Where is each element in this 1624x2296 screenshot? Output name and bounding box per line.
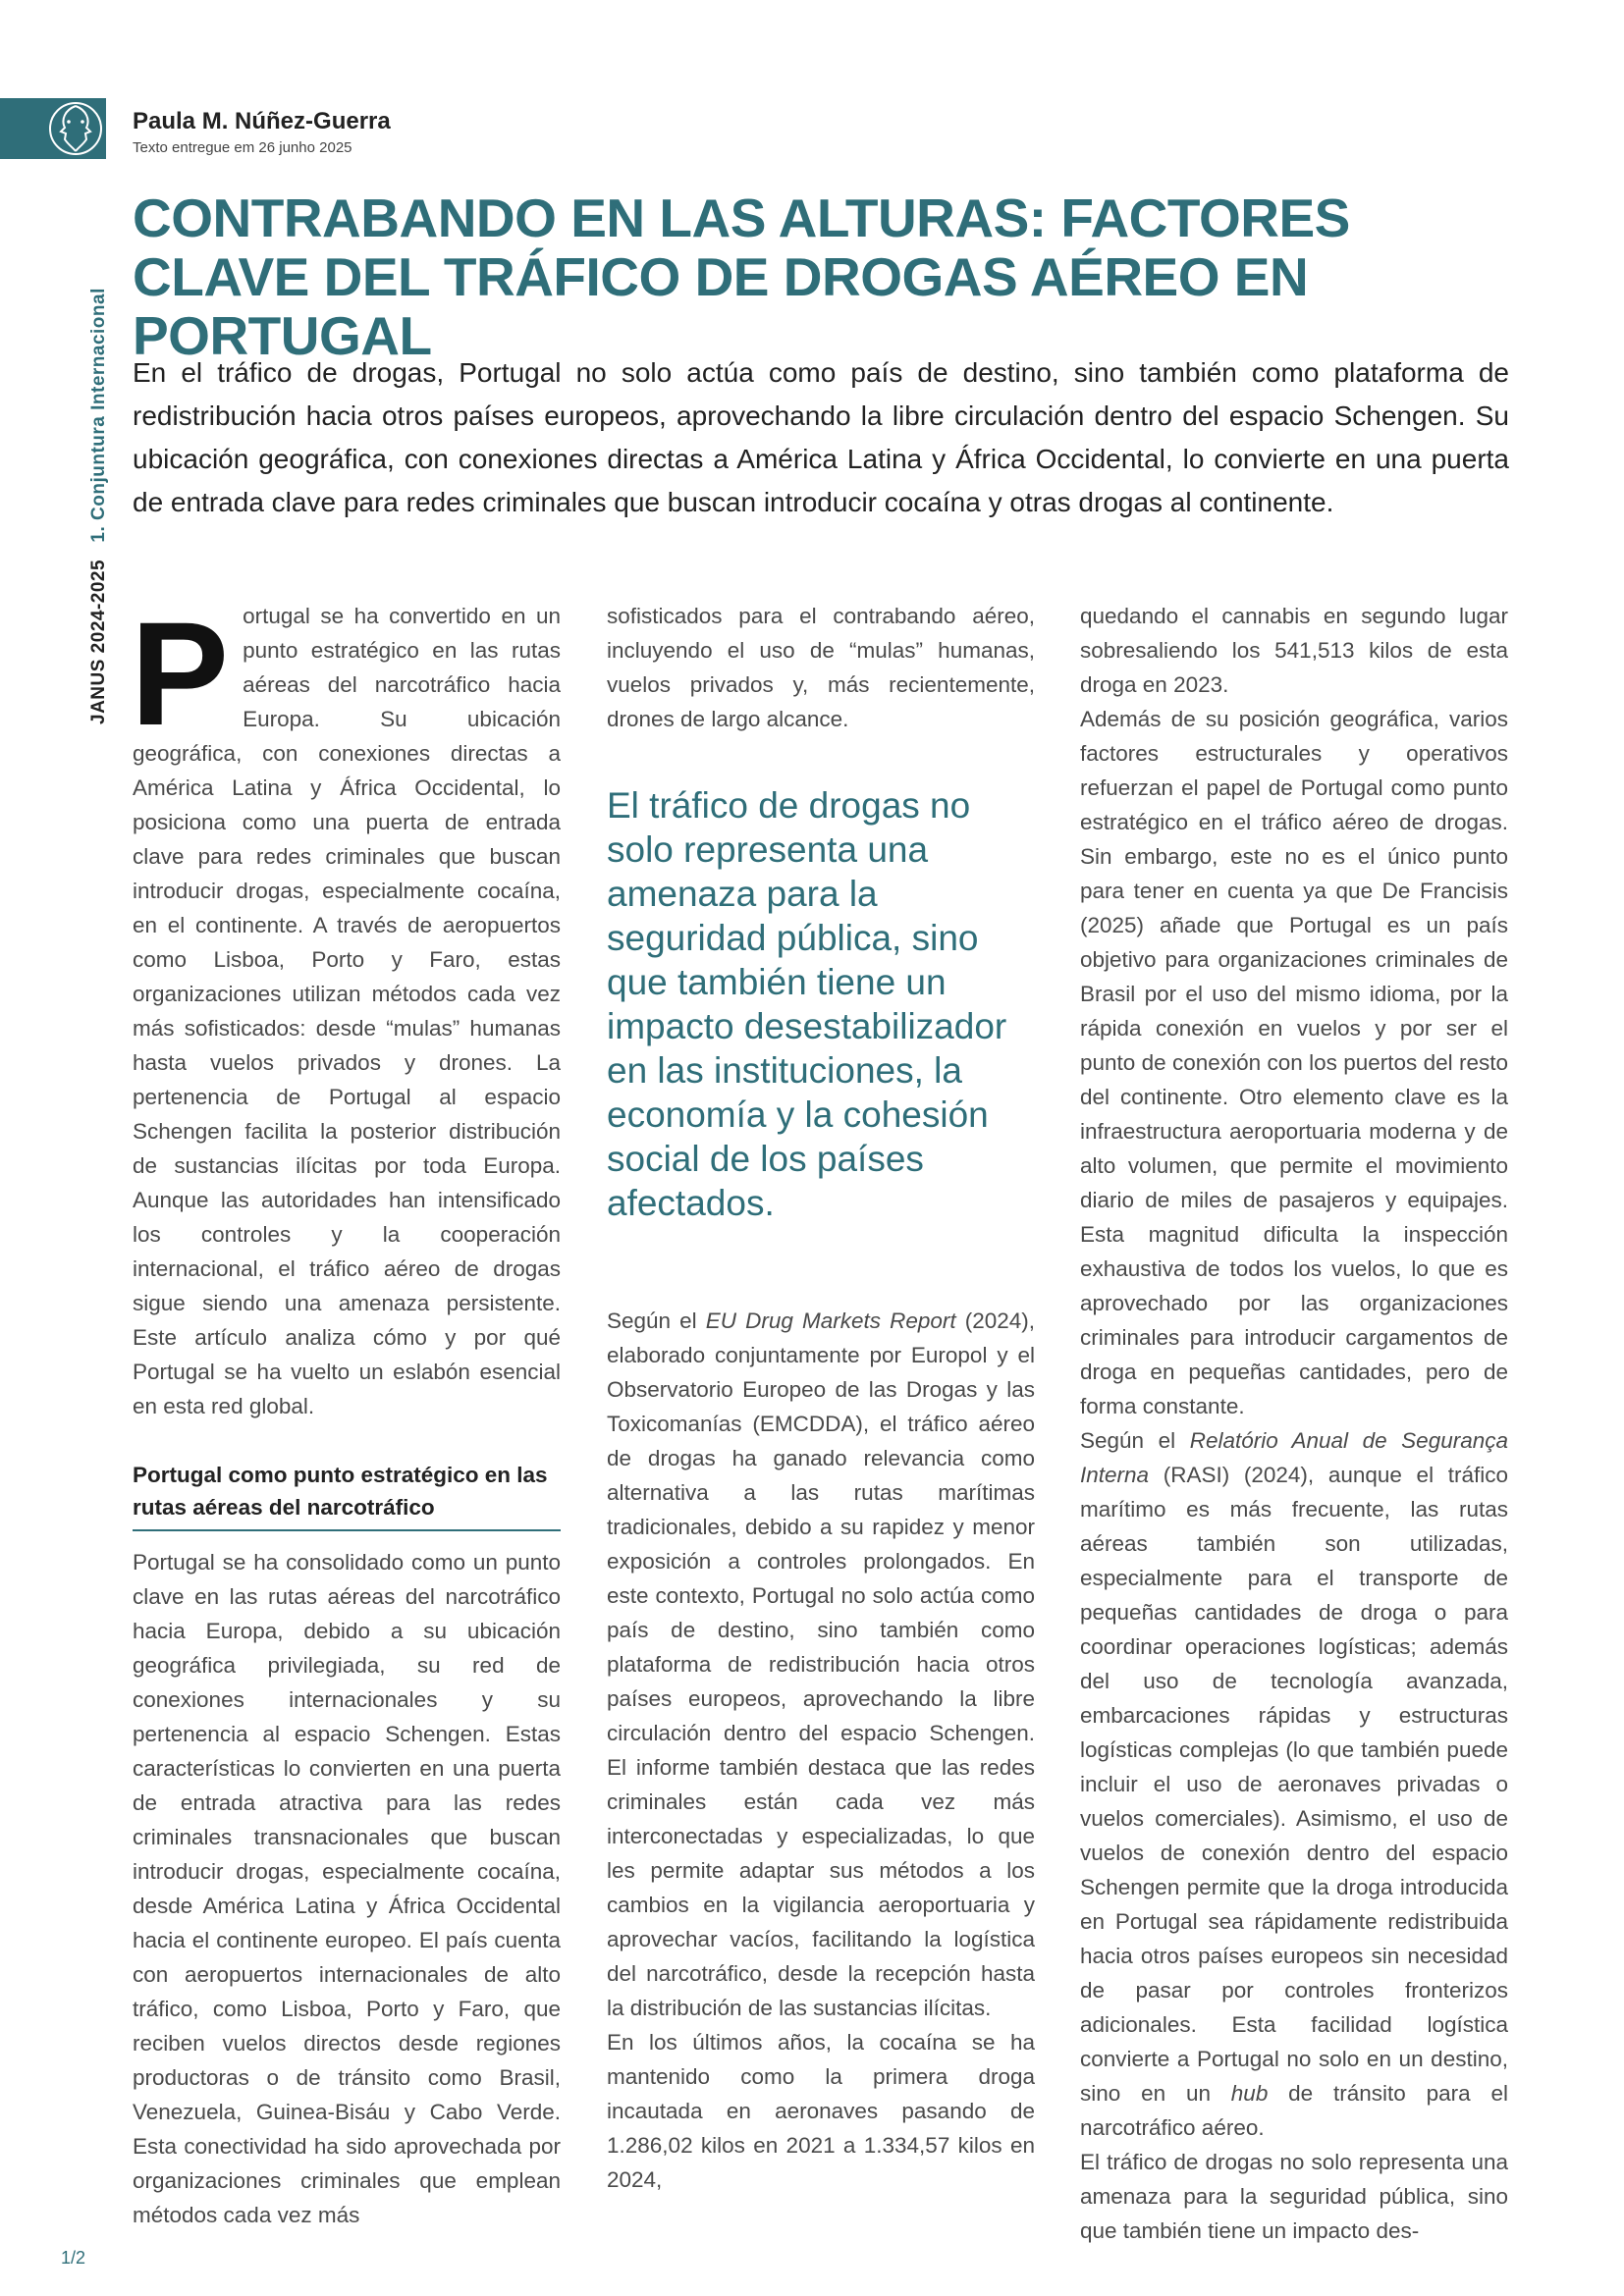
body-paragraph: Según el Relatório Anual de Segurança Interna (RASI) (2024), aunque el tráfico marítimo es más frecuente, las rutas aéreas también son utilizadas, especialmente para el transporte de pequeñas cantidades de droga o para coordinar operaciones logísticas; además del uso de tecnología avanzada, embarcaciones rápidas y estructuras logísticas complejas (lo que también puede incluir el uso de aeronaves privadas o vuelos comerciales). Asimismo, el uso de vuelos de conexión dentro del espacio Schengen permite que la droga introducida en Portugal sea rápidamente redistribuida hacia otros países europeos sin necesidad de pasar por controles fronterizos adicionales. Esta facilidad logística convierte a Portugal no solo en un destino, sino en un hub de tránsito para el narcotráfico aéreo. — [1080, 1428, 1508, 2140]
report-title: EU Drug Markets Report — [705, 1308, 956, 1333]
body-paragraph: Portugal se ha consolidado como un punto clave en las rutas aéreas del narcotráfico hacia Europa, debido a su ubicación geográfica privilegiada, su red de conexiones internacionales y su pertenencia al espacio Schengen. Estas características lo convierten en una puerta de entrada atractiva para las redes criminales transnacionales que buscan introducir drogas, especialmente cocaína, desde América Latina y África Occidental hacia el continente europeo. El país cuenta con aeropuertos internacionales de alto tráfico, como Lisboa, Porto y Faro, que reciben vuelos directos desde regiones productoras o de tránsito como Brasil, Venezuela, Guinea-Bisáu y Cabo Verde. Esta conectividad ha sido aprovechada por organizaciones criminales que emplean métodos cada vez más — [133, 1550, 561, 2227]
column-2 — [607, 599, 1035, 2197]
drop-cap: P — [131, 591, 230, 756]
body-paragraph: Además de su posición geográfica, varios factores estructurales y operativos refuerzan el papel de Portugal como punto estratégico en el tráfico aéreo de drogas. Sin embargo, este no es el único punto para tener en cuenta ya que De Francisis (2025) añade que Portugal es un país objetivo para organizaciones criminales de Brasil por el uso del mismo idioma, por la rápida conexión en vuelos y por ser el punto de conexión con los puertos del resto del continente. Otro elemento clave es la infraestructura aeroportuaria moderna y de alto volumen, que permite el movimiento diario de miles de pasajeros y equipajes. Esta magnitud dificulta la inspección exhaustiva de todos los vuelos, lo que es aprovechado por las organizaciones criminales para introducir cargamentos de droga en pequeñas cantidades, pero de forma constante. — [1080, 707, 1508, 1418]
body-paragraph: sofisticados para el contrabando aéreo, incluyendo el uso de “mulas” humanas, vuelos privados y, más recientemente, drones de largo alcance. — [607, 604, 1035, 731]
page-number: 1/2 — [61, 2248, 86, 2268]
logo-banner — [0, 98, 106, 159]
sidebar-label — [88, 288, 110, 724]
intro-paragraph — [131, 591, 561, 1423]
pull-quote: El tráfico de drogas no solo representa una amenaza para la seguridad pública, sino que también tiene un impacto desestabilizador en las instituciones, la economía y la cohesión social de los países afectados. — [607, 785, 1007, 1223]
vertical-sidebar — [69, 194, 108, 724]
delivery-date: Texto entregue em 26 junho 2025 — [133, 139, 352, 156]
journal-name: JANUS 2024-2025 — [88, 559, 109, 724]
body-paragraph: Según el EU Drug Markets Report (2024), elaborado conjuntamente por Europol y el Observatorio Europeo de las Drogas y las Toxicomanías (EMCDDA), el tráfico aéreo de drogas ha ganado relevancia como alternativa a las rutas marítimas tradicionales, debido a su rapidez y menor exposición a controles prolongados. En este contexto, Portugal no solo actúa como país de destino, sino también como plataforma de redistribución hacia otros países europeos, aprovechando la libre circulación dentro del espacio Schengen. El informe también destaca que las redes criminales están cada vez más interconectadas y especializadas, lo que les permite adaptar sus métodos a los cambios en la vigilancia aeroportuaria y aprovechar vacíos, facilitando la logística del narcotráfico, desde la recepción hasta la distribución de las sustancias ilícitas. — [607, 1308, 1036, 2020]
report-title: Relatório Anual de Segurança Interna — [1080, 1428, 1508, 1487]
article-lead: En el tráfico de drogas, Portugal no solo actúa como país de destino, sino también como plataforma de redistribución hacia otros países europeos, aprovechando la libre circulación dentro del espacio Schengen. Su ubicación geográfica, con conexiones directas a América Latina y África Occidental, lo convierte en una puerta de entrada clave para redes criminales que buscan introducir cocaína y otras drogas al continente. — [133, 357, 1509, 517]
body-paragraph: quedando el cannabis en segundo lugar sobresaliendo los 541,513 kilos de esta droga en 2023. — [1080, 604, 1508, 697]
column-3 — [1080, 599, 1508, 2248]
column-1 — [131, 591, 561, 2232]
section-name: 1. Conjuntura Internacional — [88, 288, 109, 543]
author-name: Paula M. Núñez-Guerra — [133, 108, 391, 134]
body-paragraph: En los últimos años, la cocaína se ha mantenido como la primera droga incautada en aeronaves pasando de 1.286,02 kilos en 2021 a 1.334,57 kilos en 2024, — [607, 2030, 1035, 2192]
intro-text: ortugal se ha convertido en un punto estratégico en las rutas aéreas del narcotráfico hacia Europa. Su ubicación geográfica, con conexiones directas a América Latina y África Occidental, lo posiciona como una puerta de entrada clave para redes criminales que buscan introducir drogas, especialmente cocaína, en el continente. A través de aeropuertos como Lisboa, Porto y Faro, estas organizaciones utilizan métodos cada vez más sofisticados: desde “mulas” humanas hasta vuelos privados y drones. La pertenencia de Portugal al espacio Schengen facilita la posterior distribución de sustancias ilícitas por toda Europa. Aunque las autoridades han intensificado los controles y la cooperación internacional, el tráfico aéreo de drogas sigue siendo una amenaza persistente. Este artículo analiza cómo y por qué Portugal se ha vuelto un eslabón esencial en esta red global. — [133, 604, 561, 1418]
article-title: CONTRABANDO EN LAS ALTURAS: FACTORES CLAVE DEL TRÁFICO DE DROGAS AÉREO EN PORTUGAL — [133, 187, 1350, 366]
body-paragraph: El tráfico de drogas no solo representa una amenaza para la seguridad pública, sino que también tiene un impacto des- — [1080, 2150, 1508, 2243]
hub-term: hub — [1230, 2081, 1269, 2106]
section-heading: Portugal como punto estratégico en las rutas aéreas del narcotráfico — [133, 1459, 561, 1531]
janus-faces-logo-icon — [47, 100, 104, 157]
